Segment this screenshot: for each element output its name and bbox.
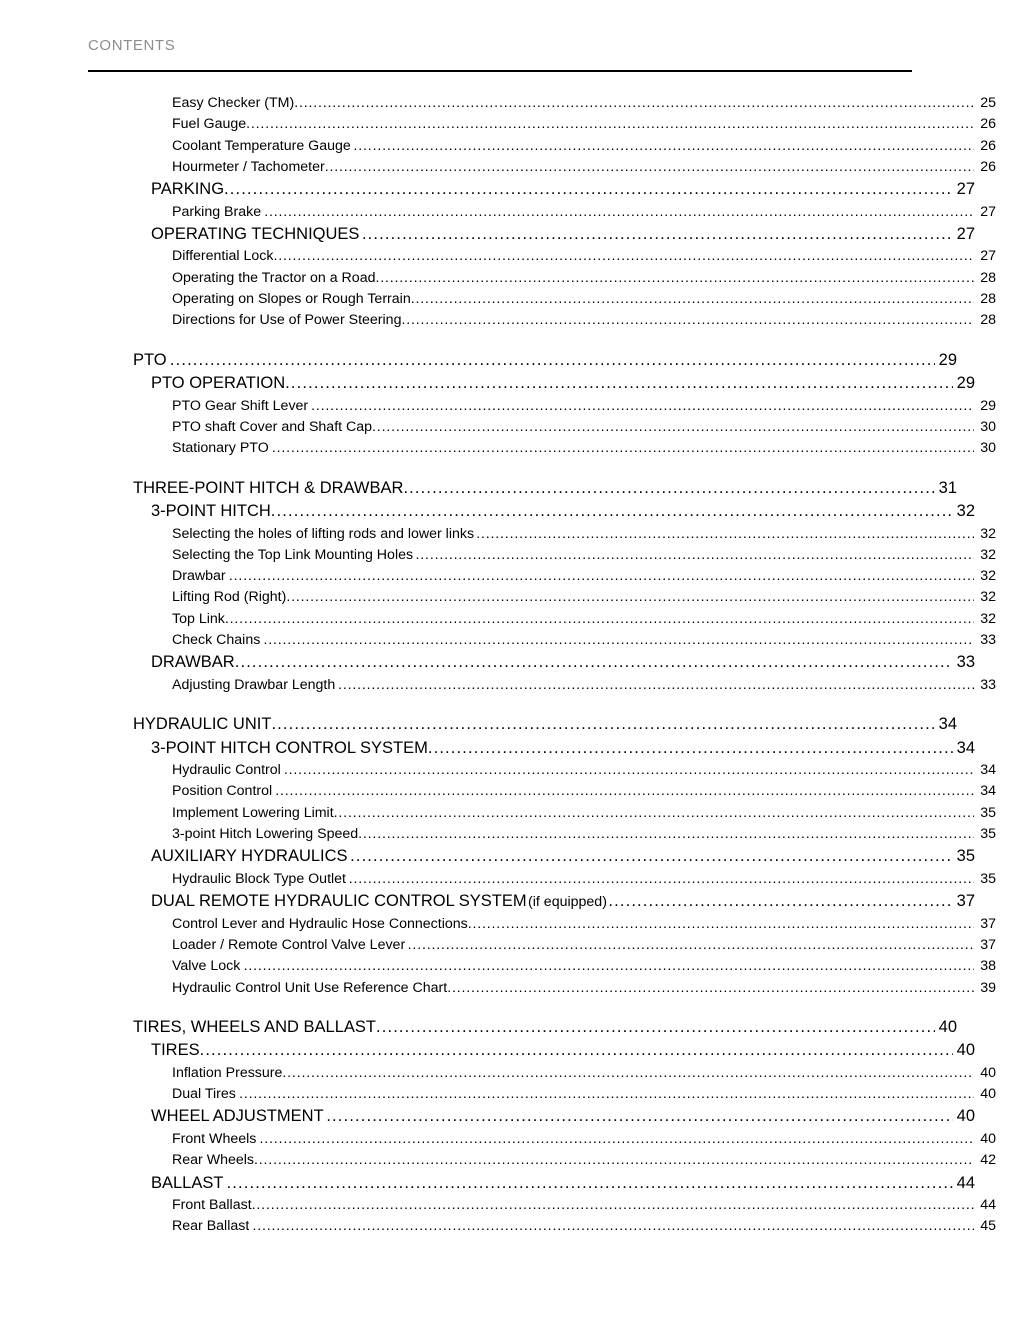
toc-entry-page-number: 37 [956, 892, 975, 911]
toc-entry-level-3[interactable] [88, 566, 996, 587]
toc-entry-level-3[interactable] [88, 609, 996, 630]
toc-entry-level-2[interactable] [88, 372, 975, 396]
toc-entry-level-3[interactable] [88, 978, 996, 999]
toc-entry-title: PTO Gear Shift Lever [172, 397, 309, 414]
toc-entry-page-number: 40 [980, 1130, 996, 1147]
toc-entry-level-3[interactable] [88, 310, 996, 331]
toc-entry-page-number: 33 [956, 653, 975, 672]
dot-leader [273, 246, 974, 260]
toc-entry-title: Lifting Rod (Right) [172, 589, 287, 606]
toc-entry-title: Control Lever and Hydraulic Hose Connections [172, 915, 468, 932]
toc-entry-level-3[interactable] [88, 202, 996, 223]
toc-entry-level-2[interactable] [88, 1039, 975, 1063]
dot-leader [476, 524, 974, 538]
toc-entry-level-2[interactable] [88, 737, 975, 761]
toc-entry-level-2[interactable] [88, 651, 975, 675]
toc-entry-page-number: 39 [980, 979, 996, 996]
toc-entry-level-1[interactable] [88, 477, 957, 501]
toc-entry-page-number: 40 [980, 1064, 996, 1081]
dot-leader [403, 477, 935, 494]
toc-entry-level-2[interactable] [88, 223, 975, 247]
toc-entry-level-1[interactable] [88, 713, 957, 737]
dot-leader [608, 890, 953, 907]
toc-entry-page-number: 26 [980, 158, 996, 175]
toc-entry-title: Easy Checker (TM) [172, 95, 295, 111]
dot-leader [200, 1039, 953, 1056]
toc-entry-page-number: 32 [980, 589, 996, 606]
toc-entry-level-3[interactable] [88, 675, 996, 696]
toc-entry-level-3[interactable] [88, 1195, 996, 1216]
toc-entry-title: Differential Lock [172, 248, 274, 265]
toc-entry-page-number: 32 [980, 610, 996, 627]
toc-entry-title: TIRES, WHEELS AND BALLAST [133, 1017, 376, 1036]
toc-entry-level-2[interactable] [88, 1105, 975, 1129]
toc-entry-title: Selecting the Top Link Mounting Holes [172, 546, 414, 563]
page-title: CONTENTS [88, 37, 176, 54]
toc-entry-title: OPERATING TECHNIQUES [151, 224, 360, 243]
toc-entry-title: Dual Tires [172, 1086, 236, 1103]
toc-entry-title: Drawbar [172, 568, 226, 585]
toc-entry-level-3[interactable] [88, 587, 996, 608]
toc-entry-level-2[interactable] [88, 845, 975, 869]
toc-entry-title: AUXILIARY HYDRAULICS [151, 847, 348, 866]
dot-leader [235, 651, 953, 668]
dot-leader [239, 1084, 974, 1098]
toc-entry-page-number: 28 [980, 312, 996, 329]
toc-entry-title: THREE-POINT HITCH & DRAWBAR [133, 478, 404, 497]
toc-entry-title: PTO OPERATION [151, 374, 286, 393]
toc-entry-level-3[interactable] [88, 157, 996, 178]
toc-entry-title: Adjusting Drawbar Length [172, 676, 336, 693]
toc-entry-page-number: 29 [956, 374, 975, 393]
toc-entry-title: PTO [133, 350, 167, 369]
section-spacer [88, 696, 912, 713]
toc-entry-page-number: 37 [980, 915, 996, 932]
toc-entry-level-2[interactable] [88, 500, 975, 524]
toc-entry-title: BALLAST [151, 1173, 224, 1192]
toc-entry-title: Valve Lock [172, 958, 241, 975]
toc-entry-page-number: 35 [980, 826, 996, 843]
dot-leader [286, 587, 974, 601]
dot-leader [260, 1129, 974, 1143]
dot-leader [408, 935, 974, 949]
dot-leader [362, 223, 953, 240]
toc-entry-page-number: 27 [980, 248, 996, 265]
toc-entry-level-3[interactable] [88, 760, 996, 781]
dot-leader [227, 1172, 953, 1189]
dot-leader [170, 349, 935, 366]
dot-leader [272, 438, 974, 452]
toc-entry-title: 3-POINT HITCH CONTROL SYSTEM [151, 738, 428, 757]
dot-leader [275, 781, 974, 795]
dot-leader [338, 675, 974, 689]
toc-entry-page-number: 35 [980, 804, 996, 821]
dot-leader [325, 157, 974, 171]
dot-leader [271, 713, 935, 730]
toc-entry-level-3[interactable] [88, 935, 996, 956]
page-header [88, 36, 912, 56]
dot-leader [271, 500, 953, 517]
dot-leader [468, 914, 974, 928]
toc-entry-page-number: 34 [956, 738, 975, 757]
toc-entry-level-3[interactable] [88, 136, 996, 157]
toc-entry-page-number: 29 [980, 397, 996, 414]
dot-leader [447, 978, 974, 992]
toc-entry-level-3[interactable] [88, 114, 996, 135]
toc-entry-title: PARKING [151, 180, 225, 199]
toc-entry-page-number: 25 [980, 95, 996, 111]
toc-entry-level-3[interactable] [88, 1129, 996, 1150]
toc-entry-level-3[interactable] [88, 524, 996, 545]
dot-leader [376, 1016, 935, 1033]
toc-entry-level-3[interactable] [88, 1150, 996, 1171]
toc-entry-page-number: 32 [980, 546, 996, 563]
toc-entry-level-3[interactable] [88, 803, 996, 824]
toc-entry-page-number: 32 [980, 525, 996, 542]
toc-entry-level-1[interactable] [88, 349, 957, 373]
dot-leader [225, 609, 974, 623]
toc-entry-level-3[interactable] [88, 417, 996, 438]
toc-entry-page-number: 42 [980, 1152, 996, 1169]
toc-entry-page-number: 28 [980, 291, 996, 308]
toc-entry-level-3[interactable] [88, 824, 996, 845]
dot-leader [229, 566, 974, 580]
toc-entry-page-number: 33 [980, 632, 996, 649]
toc-entry-page-number: 34 [938, 715, 957, 734]
toc-entry-title: Selecting the holes of lifting rods and lower links [172, 525, 475, 542]
dot-leader [411, 289, 974, 303]
toc-entry-title: DRAWBAR [151, 653, 235, 672]
toc-entry-title: Front Ballast [172, 1197, 252, 1213]
toc-entry-level-3[interactable] [88, 93, 996, 114]
toc-entry-title: Rear Ballast [172, 1218, 250, 1235]
table-of-contents [88, 93, 996, 1238]
toc-entry-level-3[interactable] [88, 1063, 996, 1084]
toc-entry-page-number: 34 [980, 762, 996, 779]
toc-entry-title: TIRES [151, 1041, 200, 1060]
toc-entry-level-2[interactable] [88, 890, 975, 914]
toc-entry-page-number: 27 [956, 180, 975, 199]
toc-entry-page-number: 29 [938, 350, 957, 369]
toc-entry-page-number: 26 [980, 116, 996, 133]
dot-leader [358, 824, 974, 838]
toc-entry-title: Front Wheels [172, 1130, 257, 1147]
toc-entry-title: Fuel Gauge [172, 116, 247, 133]
toc-entry-title: HYDRAULIC UNIT [133, 715, 272, 734]
toc-entry-title: Check Chains [172, 632, 261, 649]
toc-entry-title: PTO shaft Cover and Shaft Cap [172, 418, 373, 435]
dot-leader [354, 136, 974, 150]
toc-entry-title: Hydraulic Block Type Outlet [172, 870, 347, 887]
toc-entry-page-number: 37 [980, 936, 996, 953]
toc-entry-page-number: 27 [980, 203, 996, 220]
dot-leader [263, 630, 974, 644]
toc-entry-level-3[interactable] [88, 956, 996, 977]
toc-entry-title: Hourmeter / Tachometer [172, 158, 325, 175]
toc-entry-title: DUAL REMOTE HYDRAULIC CONTROL SYSTEM [151, 892, 527, 911]
toc-entry-page-number: 40 [938, 1017, 957, 1036]
toc-entry-level-3[interactable] [88, 1216, 996, 1237]
toc-entry-page-number: 27 [956, 224, 975, 243]
dot-leader [284, 760, 974, 774]
toc-entry-level-3[interactable] [88, 268, 996, 289]
toc-entry-page-number: 40 [980, 1086, 996, 1103]
toc-entry-level-3[interactable] [88, 289, 996, 310]
toc-entry-page-number: 34 [980, 783, 996, 800]
toc-entry-title: Directions for Use of Power Steering [172, 312, 402, 329]
toc-entry-level-3[interactable] [88, 781, 996, 802]
dot-leader [244, 956, 974, 970]
toc-entry-page-number: 32 [956, 502, 975, 521]
toc-entry-level-3[interactable] [88, 396, 996, 417]
toc-entry-level-3[interactable] [88, 914, 996, 935]
toc-entry-title: Hydraulic Control [172, 762, 281, 779]
dot-leader [254, 1150, 974, 1164]
toc-entry-title: WHEEL ADJUSTMENT [151, 1107, 324, 1126]
toc-entry-page-number: 44 [956, 1173, 975, 1192]
toc-entry-title: Implement Lowering Limit [172, 804, 334, 821]
dot-leader [311, 396, 974, 410]
toc-entry-level-1[interactable] [88, 1016, 957, 1040]
dot-leader [334, 803, 974, 817]
toc-entry-page-number: 35 [956, 847, 975, 866]
dot-leader [252, 1216, 974, 1230]
section-spacer [88, 999, 912, 1016]
toc-entry-page-number: 40 [956, 1041, 975, 1060]
section-spacer [88, 460, 912, 477]
toc-entry-title: Operating the Tractor on a Road [172, 269, 376, 286]
toc-entry-title: Loader / Remote Control Valve Lever [172, 936, 406, 953]
dot-leader [282, 1063, 974, 1077]
toc-entry-page-number: 30 [980, 440, 996, 457]
toc-entry-page-number: 40 [956, 1107, 975, 1126]
dot-leader [264, 202, 974, 216]
dot-leader [428, 737, 953, 754]
toc-entry-title: Position Control [172, 783, 273, 800]
dot-leader [416, 545, 974, 559]
toc-entry-title: Hydraulic Control Unit Use Reference Chart [172, 979, 448, 996]
toc-entry-page-number: 28 [980, 269, 996, 286]
toc-entry-title: Stationary PTO [172, 440, 269, 457]
toc-entry-page-number: 30 [980, 418, 996, 435]
toc-entry-title: Rear Wheels [172, 1152, 255, 1169]
toc-entry-page-number: 32 [980, 568, 996, 585]
dot-leader [350, 845, 953, 862]
toc-entry-level-2[interactable] [88, 178, 975, 202]
toc-entry-level-2[interactable] [88, 1172, 975, 1196]
dot-leader [349, 869, 974, 883]
toc-entry-page-number: 35 [980, 870, 996, 887]
toc-entry-page-number: 31 [938, 478, 957, 497]
dot-leader [252, 1195, 974, 1209]
toc-entry-title: 3-POINT HITCH [151, 502, 271, 521]
toc-entry-title: Coolant Temperature Gauge [172, 137, 351, 154]
dot-leader [326, 1105, 953, 1122]
toc-entry-level-3[interactable] [88, 1084, 996, 1105]
toc-entry-note: (if equipped) [528, 894, 607, 911]
toc-entry-title: Operating on Slopes or Rough Terrain [172, 291, 411, 308]
section-spacer [88, 332, 912, 349]
dot-leader [372, 417, 974, 431]
dot-leader [294, 93, 974, 107]
dot-leader [375, 268, 974, 282]
toc-entry-level-3[interactable] [88, 545, 996, 566]
dot-leader [285, 372, 953, 389]
dot-leader [224, 178, 953, 195]
toc-entry-level-3[interactable] [88, 438, 996, 459]
toc-entry-level-3[interactable] [88, 869, 996, 890]
toc-entry-page-number: 44 [980, 1197, 996, 1213]
toc-entry-level-3[interactable] [88, 246, 996, 267]
header-divider [88, 70, 912, 72]
toc-entry-title: 3-point Hitch Lowering Speed [172, 826, 359, 843]
dot-leader [246, 114, 974, 128]
toc-entry-page-number: 45 [980, 1218, 996, 1235]
dot-leader [401, 310, 974, 324]
toc-entry-title: Top Link [172, 610, 225, 627]
toc-entry-level-3[interactable] [88, 630, 996, 651]
toc-entry-page-number: 33 [980, 676, 996, 693]
toc-entry-title: Parking Brake [172, 203, 262, 220]
toc-entry-page-number: 26 [980, 137, 996, 154]
toc-entry-title: Inflation Pressure [172, 1064, 283, 1081]
toc-entry-page-number: 38 [980, 958, 996, 975]
